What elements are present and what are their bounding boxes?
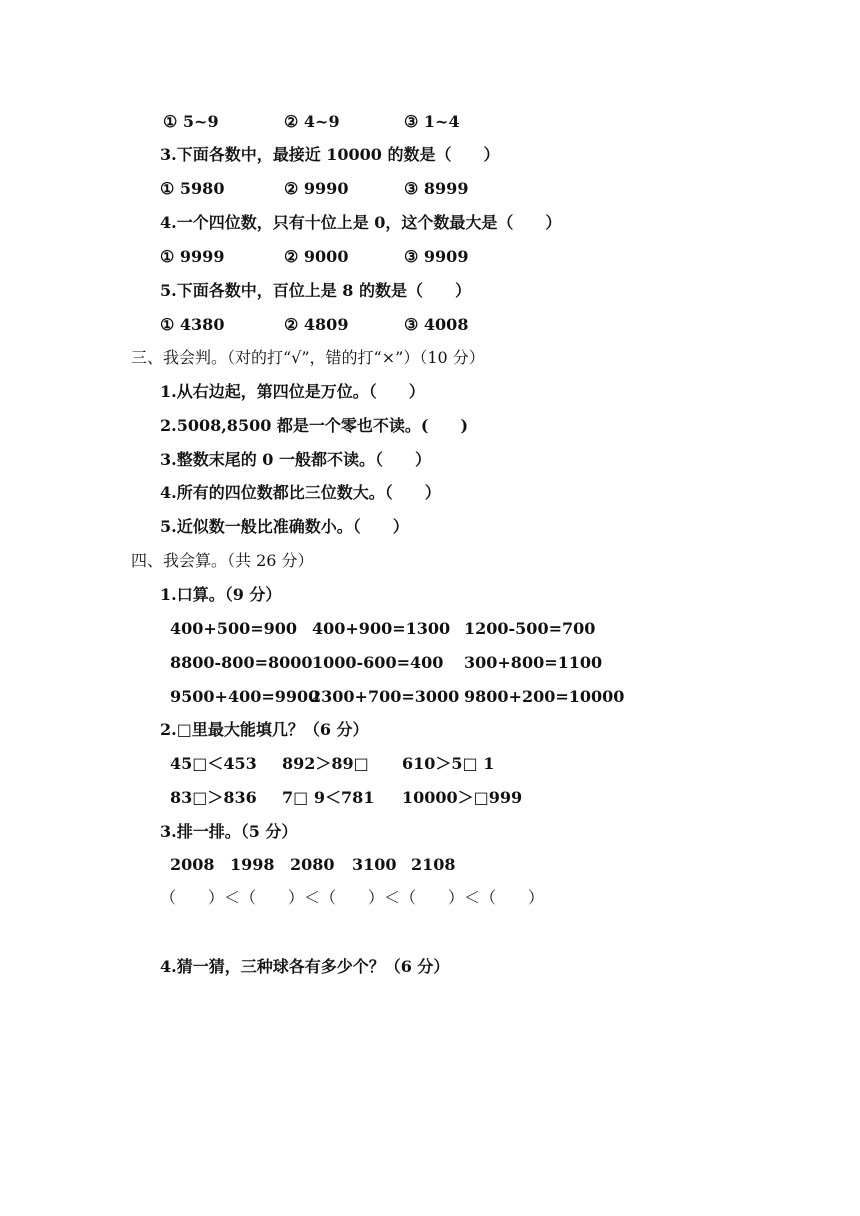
q3-option-3: ③ 8999 bbox=[404, 179, 469, 198]
fill-box-item: 10000＞□999 bbox=[402, 788, 523, 807]
judge-item-4: 4.所有的四位数都比三位数大。（ ） bbox=[160, 483, 441, 502]
q2-option-3: ③ 1~4 bbox=[404, 112, 460, 131]
oral-calc-item: 2300+700=3000 bbox=[310, 687, 460, 706]
section3-heading: 三、我会判。（对的打“√”，错的打“×”）（10 分） bbox=[131, 348, 485, 367]
judge-item-5: 5.近似数一般比准确数小。（ ） bbox=[160, 517, 409, 536]
q3-option-2: ② 9990 bbox=[284, 179, 349, 198]
oral-calc-item: 400+500=900 bbox=[170, 619, 298, 638]
q5-option-1: ① 4380 bbox=[160, 315, 225, 334]
q4-question: 4.一个四位数，只有十位上是 0，这个数最大是（ ） bbox=[160, 213, 562, 232]
oral-calc-item: 8800-800=8000 bbox=[170, 653, 313, 672]
oral-calc-item: 300+800=1100 bbox=[464, 653, 603, 672]
oral-calc-item: 9800+200=10000 bbox=[464, 687, 625, 706]
q3-question: 3.下面各数中，最接近 10000 的数是（ ） bbox=[160, 145, 500, 164]
order-number: 2080 bbox=[290, 855, 335, 874]
q4-option-3: ③ 9909 bbox=[404, 247, 469, 266]
order-number: 1998 bbox=[230, 855, 275, 874]
section4-heading: 四、我会算。（共 26 分） bbox=[131, 551, 314, 570]
q5-question: 5.下面各数中，百位上是 8 的数是（ ） bbox=[160, 281, 471, 300]
q5-option-3: ③ 4008 bbox=[404, 315, 469, 334]
order-number: 2108 bbox=[411, 855, 456, 874]
q3-option-1: ① 5980 bbox=[160, 179, 225, 198]
order-number: 2008 bbox=[170, 855, 215, 874]
fill-box-item: 7□ 9＜781 bbox=[282, 788, 375, 807]
judge-item-2: 2.5008,8500 都是一个零也不读。( ) bbox=[160, 416, 469, 435]
oral-calc-item: 1000-600=400 bbox=[312, 653, 444, 672]
q2-option-2: ② 4~9 bbox=[284, 112, 340, 131]
judge-item-1: 1.从右边起，第四位是万位。（ ） bbox=[160, 382, 425, 401]
fill-box-item: 83□＞836 bbox=[170, 788, 257, 807]
fill-box-item: 610＞5□ 1 bbox=[402, 754, 495, 773]
oral-calc-item: 400+900=1300 bbox=[312, 619, 451, 638]
guess-title: 4.猜一猜，三种球各有多少个？（6 分） bbox=[160, 957, 450, 976]
q5-option-2: ② 4809 bbox=[284, 315, 349, 334]
q2-option-1: ① 5~9 bbox=[163, 112, 219, 131]
oral-calc-item: 1200-500=700 bbox=[464, 619, 596, 638]
oral-calc-title: 1.口算。（9 分） bbox=[160, 585, 282, 604]
oral-calc-item: 9500+400=9900 bbox=[170, 687, 320, 706]
judge-item-3: 3.整数末尾的 0 一般都不读。（ ） bbox=[160, 450, 431, 469]
fill-box-title: 2.□里最大能填几？（6 分） bbox=[160, 720, 369, 739]
q4-option-1: ① 9999 bbox=[160, 247, 225, 266]
q4-option-2: ② 9000 bbox=[284, 247, 349, 266]
order-blanks: （ ）＜（ ）＜（ ）＜（ ）＜（ ） bbox=[160, 888, 545, 907]
order-number: 3100 bbox=[352, 855, 397, 874]
order-title: 3.排一排。（5 分） bbox=[160, 822, 298, 841]
fill-box-item: 892＞89□ bbox=[282, 754, 369, 773]
fill-box-item: 45□＜453 bbox=[170, 754, 257, 773]
